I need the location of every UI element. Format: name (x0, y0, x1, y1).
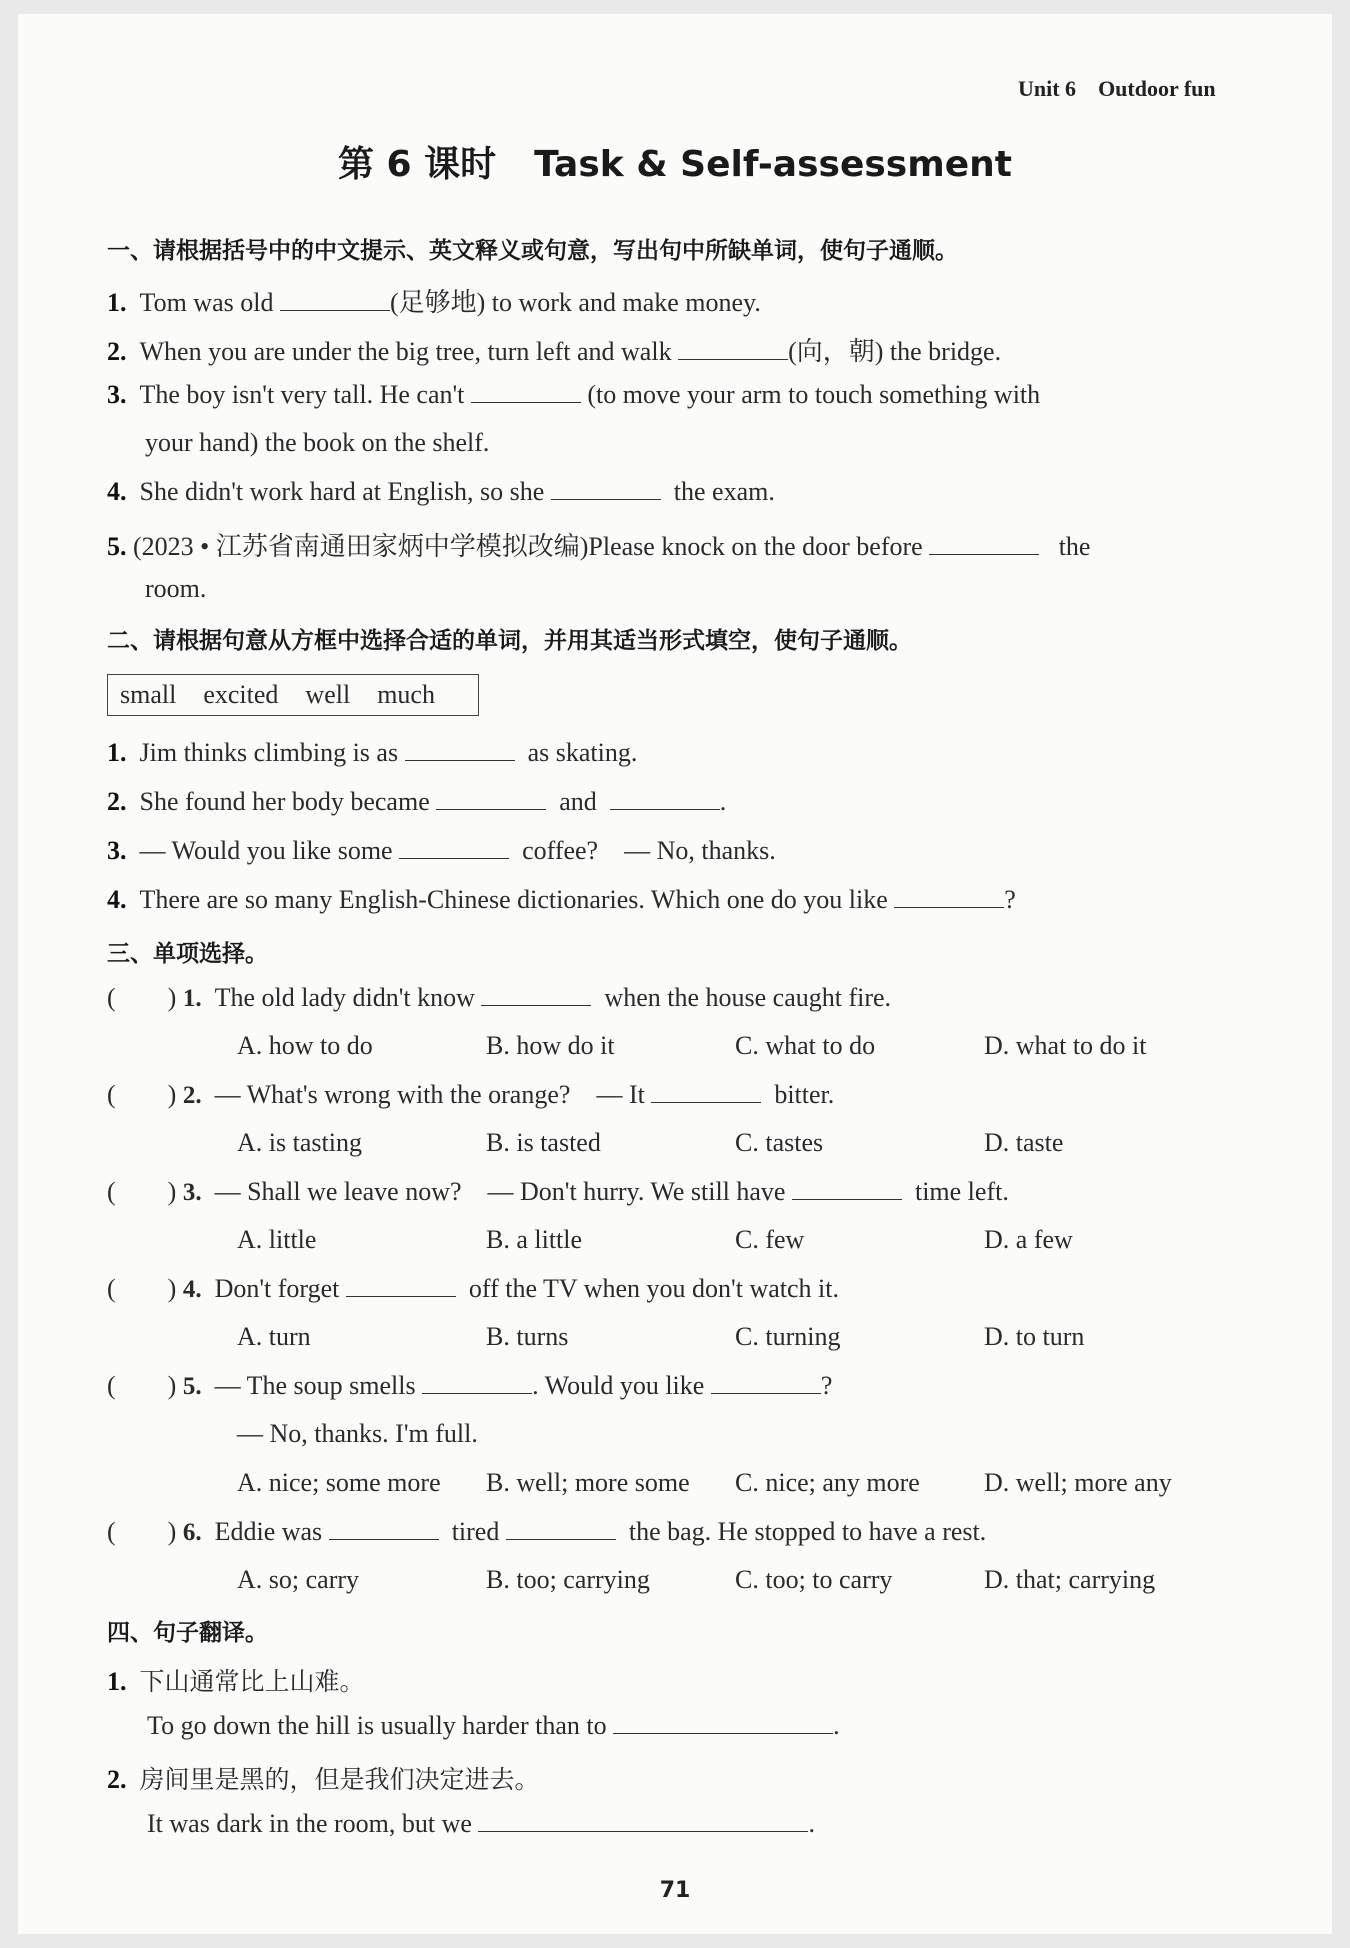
s1-question-5: 5. (2023 • 江苏省南通田家炳中学模拟改编)Please knock on the door before the (107, 532, 1091, 561)
lesson-name: Task & Self-assessment (534, 144, 1012, 185)
answer-blank[interactable] (894, 885, 1004, 908)
s4-question-2-chinese: 2. 房间里是黑的，但是我们决定进去。 (107, 1765, 540, 1794)
s1-question-3-cont: your hand) the book on the shelf. (145, 428, 490, 457)
answer-blank[interactable] (280, 288, 390, 311)
answer-blank (711, 1371, 821, 1394)
option-a[interactable]: A. nice; some more (237, 1468, 441, 1497)
answer-blank[interactable] (551, 477, 661, 500)
s2-question-1: 1. Jim thinks climbing is as as skating. (107, 738, 638, 767)
answer-blank[interactable] (929, 532, 1039, 555)
s1-question-1: 1. Tom was old (足够地) to work and make money. (107, 288, 761, 317)
s3-question-5: ( ) 5. — The soup smells . Would you like ? (107, 1371, 833, 1400)
section-2-heading: 二、请根据句意从方框中选择合适的单词，并用其适当形式填空，使句子通顺。 (107, 628, 912, 654)
s2-question-4: 4. There are so many English-Chinese dictionaries. Which one do you like ? (107, 885, 1016, 914)
answer-blank[interactable] (610, 787, 720, 810)
word-box (107, 674, 479, 716)
answer-blank[interactable] (613, 1711, 833, 1734)
option-d[interactable]: D. taste (984, 1128, 1064, 1157)
unit-topic: Outdoor fun (1098, 76, 1216, 101)
answer-blank (481, 983, 591, 1006)
answer-blank[interactable] (405, 738, 515, 761)
s1-question-5-cont: room. (145, 574, 207, 603)
lesson-label: 第 6 课时 (337, 144, 497, 185)
section-3-heading: 三、单项选择。 (107, 941, 268, 967)
answer-blank (422, 1371, 532, 1394)
answer-blank[interactable] (478, 1809, 808, 1832)
answer-blank (651, 1080, 761, 1103)
option-d[interactable]: D. a few (984, 1225, 1073, 1254)
s4-question-1-chinese: 1. 下山通常比上山难。 (107, 1667, 365, 1696)
answer-blank (792, 1177, 902, 1200)
s3-question-6: ( ) 6. Eddie was tired the bag. He stopped to have a rest. (107, 1517, 987, 1546)
section-1-heading: 一、请根据括号中的中文提示、英文释义或句意，写出句中所缺单词，使句子通顺。 (107, 238, 958, 264)
word-box-item: well (305, 680, 351, 709)
s3-question-3: ( ) 3. — Shall we leave now? — Don't hurry. We still have time left. (107, 1177, 1009, 1206)
option-a[interactable]: A. so; carry (237, 1565, 360, 1594)
running-header (1018, 76, 1216, 102)
option-b[interactable]: B. turns (486, 1322, 569, 1351)
option-c[interactable]: C. turning (735, 1322, 841, 1351)
s3-question-1: ( ) 1. The old lady didn't know when the house caught fire. (107, 983, 892, 1012)
answer-blank[interactable] (471, 380, 581, 403)
page-title (0, 136, 1350, 187)
option-b[interactable]: B. a little (486, 1225, 583, 1254)
option-d[interactable]: D. to turn (984, 1322, 1085, 1351)
s1-question-3: 3. The boy isn't very tall. He can't (to move your arm to touch something with (107, 380, 1041, 409)
s4-question-1-english: To go down the hill is usually harder than to . (147, 1711, 840, 1740)
s3-question-5-reply: — No, thanks. I'm full. (237, 1419, 478, 1448)
option-a[interactable]: A. little (237, 1225, 317, 1254)
s1-question-2: 2. When you are under the big tree, turn left and walk (向，朝) the bridge. (107, 337, 1002, 366)
answer-blank[interactable] (678, 337, 788, 360)
answer-blank[interactable] (399, 836, 509, 859)
option-d[interactable]: D. what to do it (984, 1031, 1147, 1060)
option-a[interactable]: A. how to do (237, 1031, 373, 1060)
word-box-item: small (120, 680, 177, 709)
option-c[interactable]: C. too; to carry (735, 1565, 893, 1594)
option-c[interactable]: C. nice; any more (735, 1468, 920, 1497)
option-b[interactable]: B. how do it (486, 1031, 615, 1060)
option-b[interactable]: B. well; more some (486, 1468, 690, 1497)
option-a[interactable]: A. turn (237, 1322, 311, 1351)
answer-bracket-open[interactable]: ( (107, 983, 116, 1012)
option-c[interactable]: C. few (735, 1225, 805, 1254)
word-box-item: much (377, 680, 435, 709)
option-c[interactable]: C. what to do (735, 1031, 876, 1060)
option-a[interactable]: A. is tasting (237, 1128, 362, 1157)
s3-question-2: ( ) 2. — What's wrong with the orange? — It bitter. (107, 1080, 835, 1109)
option-d[interactable]: D. that; carrying (984, 1565, 1156, 1594)
s3-question-4: ( ) 4. Don't forget off the TV when you don't watch it. (107, 1274, 839, 1303)
s2-question-2: 2. She found her body became and . (107, 787, 727, 816)
option-c[interactable]: C. tastes (735, 1128, 824, 1157)
option-b[interactable]: B. is tasted (486, 1128, 601, 1157)
section-4-heading: 四、句子翻译。 (107, 1620, 268, 1646)
page-number: 71 (659, 1878, 691, 1903)
answer-blank (506, 1517, 616, 1540)
word-box-item: excited (203, 680, 279, 709)
option-d[interactable]: D. well; more any (984, 1468, 1172, 1497)
answer-blank (346, 1274, 456, 1297)
option-b[interactable]: B. too; carrying (486, 1565, 650, 1594)
s4-question-2-english: It was dark in the room, but we . (147, 1809, 815, 1838)
unit-label: Unit 6 (1018, 76, 1077, 101)
answer-blank (329, 1517, 439, 1540)
s2-question-3: 3. — Would you like some coffee? — No, thanks. (107, 836, 776, 865)
s1-question-4: 4. She didn't work hard at English, so she the exam. (107, 477, 775, 506)
answer-blank[interactable] (436, 787, 546, 810)
